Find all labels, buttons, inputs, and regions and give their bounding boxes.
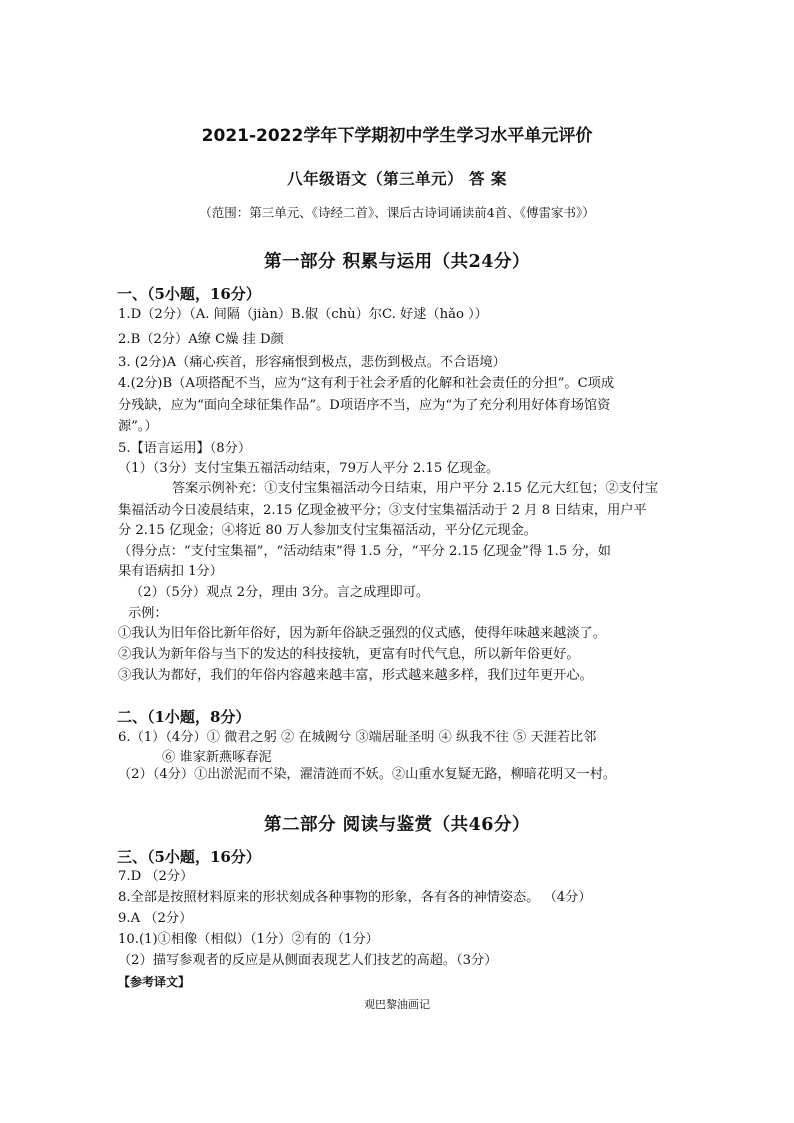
- answer-line: ①我认为旧年俗比新年俗好，因为新年俗缺乏强烈的仪式感，使得年味越来越淡了。: [118, 626, 606, 641]
- answer-line: 果有语病扣 1分）: [118, 564, 223, 579]
- answer-line: 4.(2分)B（A项搭配不当，应为“这有利于社会矛盾的化解和社会责任的分担”。C项成: [118, 376, 615, 391]
- answer-line: （2）（5分）观点 2分，理由 3分。言之成理即可。: [130, 585, 430, 600]
- answer-line: 集福活动今日凌晨结束，2.15 亿现金被平分；③支付宝集福活动于 2 月 8 日结束，用户平: [118, 503, 647, 518]
- answer-line: 8.全部是按照材料原来的形状刻成各种事物的形象，各有各的神情姿态。 （4分）: [118, 890, 592, 905]
- answer-line: 1.D（2分）（A. 间隔（jiàn）B.俶（chù）尔C. 好逑（hǎo ））: [118, 307, 488, 322]
- answer-line: （1）（3分）支付宝集五福活动结束，79万人平分 2.15 亿现金。: [118, 461, 500, 476]
- section3-heading: 三、（5小题，16分）: [117, 848, 261, 866]
- answer-line: （得分点：“支付宝集福”，“活动结束”得 1.5 分，“平分 2.15 亿现金”得 1.5 分，如: [118, 544, 611, 559]
- section2-heading: 二、（1小题，8分）: [117, 708, 251, 726]
- answer-line: 7.D （2分）: [118, 869, 194, 884]
- answer-line: 示例：: [128, 606, 168, 621]
- answer-line: 源”。）: [118, 419, 158, 434]
- part2-heading: 第二部分 阅读与鉴赏（共46分）: [264, 815, 530, 835]
- reference-translation-label: 【参考译文】: [118, 975, 191, 989]
- answer-line: 10.(1)①相像（相似）（1分）②有的（1分）: [118, 932, 379, 947]
- answer-line: ②我认为新年俗与当下的发达的科技接轨，更富有时代气息，所以新年俗更好。: [118, 647, 580, 662]
- answer-line: 9.A （2分）: [118, 911, 193, 926]
- answer-line: （2）描写参观者的反应是从侧面表现艺人们技艺的高超。（3分）: [118, 953, 498, 968]
- answer-line: （2）（4分）①出淤泥而不染，濯清涟而不妖。②山重水复疑无路，柳暗花明又一村。: [118, 767, 617, 782]
- scope-note: （范围：第三单元、《诗经二首》、课后古诗词诵读前4首、《傅雷家书》）: [199, 205, 595, 220]
- reference-title: 观巴黎油画记: [364, 998, 430, 1011]
- document-subtitle: 八年级语文（第三单元） 答 案: [287, 169, 507, 188]
- answer-line: 6.（1）（4分）① 微君之躬 ② 在城阙兮 ③端居耻圣明 ④ 纵我不往 ⑤ 天涯若比邻: [118, 730, 597, 745]
- answer-line: 2.B（2分）A缭 C燥 挂 D颜: [118, 332, 284, 347]
- answer-line: 5.【语言运用】（8分）: [118, 441, 252, 456]
- answer-line: 分 2.15 亿现金；④将近 80 万人参加支付宝集福活动，平分亿元现金。: [118, 523, 537, 538]
- part1-heading: 第一部分 积累与运用（共24分）: [264, 252, 530, 272]
- section1-heading: 一、（5小题，16分）: [117, 285, 261, 303]
- answer-line: ③我认为都好，我们的年俗内容越来越丰富，形式越来越多样，我们过年更开心。: [118, 668, 593, 683]
- answer-line: ⑥ 谁家新燕啄春泥: [162, 750, 272, 765]
- answer-line: 分残缺，应为“面向全球征集作品”。D项语序不当，应为“为了充分利用好体育场馆资: [118, 398, 611, 413]
- document-title: 2021-2022学年下学期初中学生学习水平单元评价: [201, 126, 593, 146]
- answer-line: 3. (2分)A（痛心疾首，形容痛恨到极点，悲伤到极点。不合语境）: [118, 355, 506, 370]
- answer-line: 答案示例补充：①支付宝集福活动今日结束，用户平分 2.15 亿元大红包；②支付宝: [172, 481, 659, 496]
